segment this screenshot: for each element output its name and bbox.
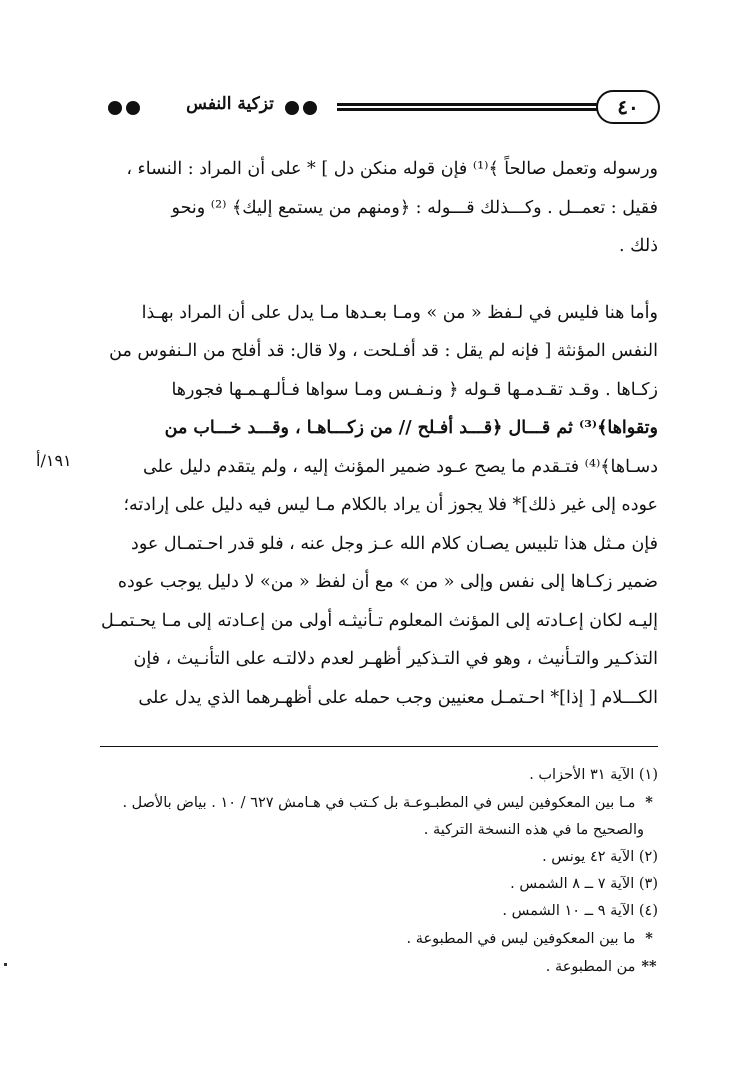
ornament-dot-icon <box>303 101 317 115</box>
manuscript-folio-note: ١٩١/أ <box>36 451 72 470</box>
editor-note-b <box>100 925 658 953</box>
editor-note-b-text: ما بين المعكوفين ليس في المطبوعة . <box>406 931 636 947</box>
text-line: فإن مـثل هذا تلبيس يصـان كلام الله عـز وجل عنه ، فلو قدر احـتمـال عود <box>131 533 658 554</box>
editor-note-a <box>100 789 658 817</box>
footnote-1: (١) الآية ٣١ الأحزاب . <box>529 767 658 783</box>
ornament-dot-icon <box>108 101 122 115</box>
editor-note-a-text: مـا بين المعكوفين ليس في المطبـوعـة بل كـتب في هـامش ٦٢٧ / ١٠ . بياض بالأصل . <box>122 795 636 811</box>
text-line: الكـــلام [ إذا]* احـتمـل معنيين وجب حمله على أظهـرهما الذي يدل على <box>138 687 658 708</box>
editor-note-c <box>100 953 658 981</box>
star-marker-icon: * <box>645 930 653 947</box>
text-line: النفس المؤنثة [ فإنه لم يقل : قد أفـلحت ، ولا قال: قد أفلح من الـنفوس من <box>109 341 658 361</box>
editor-note-c-text: من المطبوعة . <box>545 959 636 975</box>
ornament-dot-icon <box>285 101 299 115</box>
footnote-separator <box>100 746 658 747</box>
page-number: ٤٠ <box>596 90 660 124</box>
editor-note-a-continuation: والصحيح ما في هذه النسخة التركية . <box>423 822 644 838</box>
page-header <box>100 86 660 128</box>
main-text <box>100 150 658 717</box>
text-line: وتقواها﴾⁽³⁾ ثم قـــال ﴿قـــد أفـلح // من زكـــاهـا ، وقـــد خـــاب من <box>164 418 658 438</box>
text-line: وأما هنا فليس في لـفظ « من » ومـا بعـدها مـا يدل على أن المراد بهـذا <box>141 302 658 323</box>
ornament-dot-icon <box>126 101 140 115</box>
text-line: دسـاها﴾⁽⁴⁾ فتـقدم ما يصح عـود ضمير المؤنث إليه ، ولم يتقدم دليل على <box>143 456 658 477</box>
text-line: زكـاها . وقـد تقـدمـها قـوله ﴿ ونـفـس ومـا سواها فـألـهـمـها فجورها <box>171 379 658 400</box>
text-line: ذلك . <box>619 236 658 256</box>
text-line: عوده إلى غير ذلك]* فلا يجوز أن يراد بالكلام مـا ليس فيه دليل على إرادته؛ <box>123 495 658 515</box>
double-star-marker-icon: ** <box>641 958 657 975</box>
footnote-3: (٣) الآية ٧ ــ ٨ الشمس . <box>510 876 658 892</box>
running-title: تزكية النفس <box>186 94 274 114</box>
text-line: فقيل : تعمــل . وكـــذلك قـــوله : ﴿ومنهم من يستمع إليك﴾ ⁽²⁾ ونحو <box>171 197 658 218</box>
footnotes <box>100 762 658 981</box>
header-double-rule <box>337 103 598 111</box>
text-line: التذكـير والتـأنيث ، وهو في التـذكير أظهـر لعدم دلالتـه على التأنـيث ، فإن <box>133 649 658 669</box>
text-line: ورسوله وتعمل صالحاً ﴾⁽¹⁾ فإن قوله منكن دل ] * على أن المراد : النساء ، <box>126 159 658 179</box>
ornament-dots-left <box>108 101 140 115</box>
footnote-2: (٢) الآية ٤٢ يونس . <box>542 849 658 865</box>
scan-edge-mark <box>4 963 7 966</box>
ornament-dots-middle <box>285 101 317 115</box>
star-marker-icon: * <box>645 794 653 811</box>
text-line: إليـه لكان إعـادته إلى المؤنث المعلوم تـأنيثـه أولى من إعـادته إلى مـا يحـتمـل <box>100 610 658 631</box>
paragraph-gap <box>100 266 658 294</box>
text-line: ضمير زكـاها إلى نفس وإلى « من » مع أن لفظ « من» لا دليل يوجب عوده <box>117 572 658 592</box>
footnote-4: (٤) الآية ٩ ــ ١٠ الشمس . <box>502 903 658 919</box>
